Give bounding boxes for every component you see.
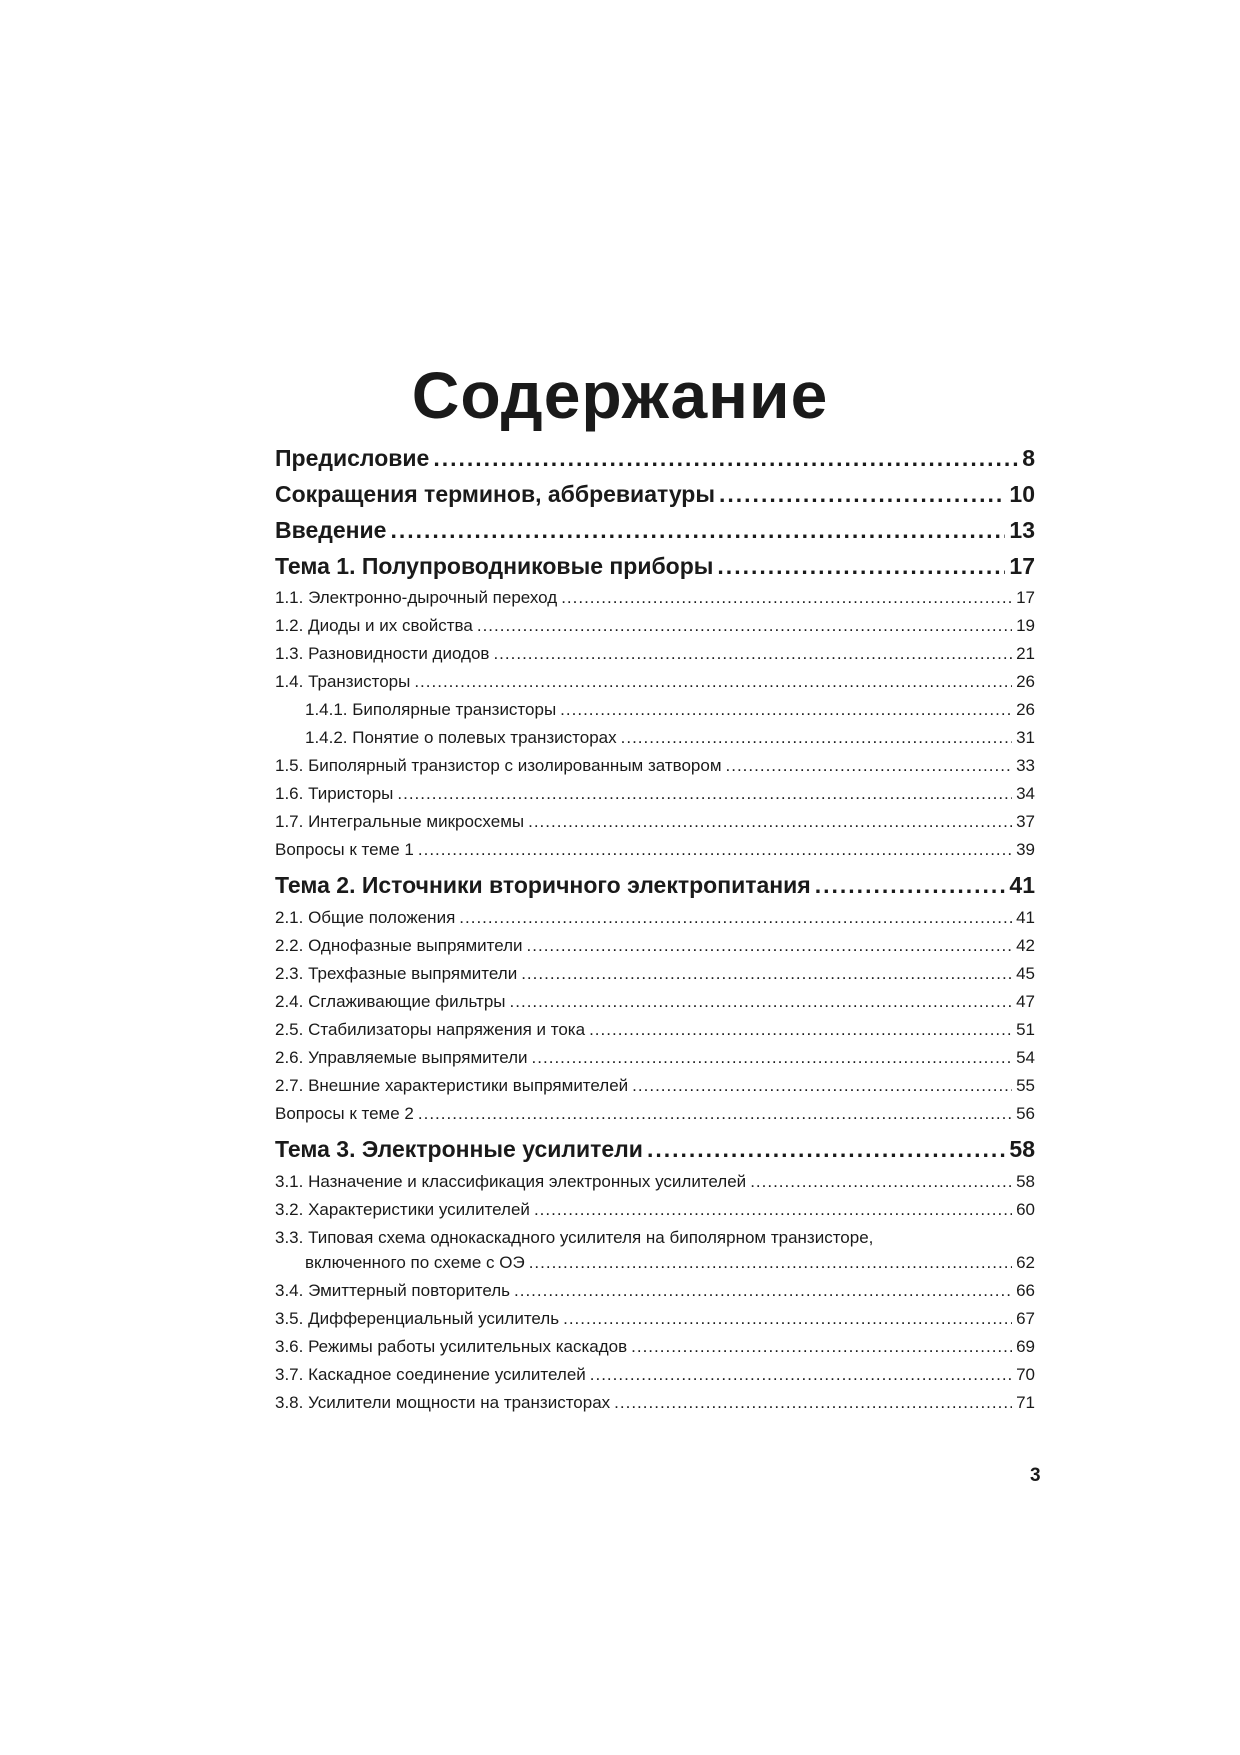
toc-entry-text: 1.4. Транзисторы [275,672,411,691]
toc-entry-text: Предисловие [275,445,430,471]
toc-entry[interactable] [275,672,1035,692]
dot-leader [750,1172,1012,1192]
dot-leader [418,840,1012,860]
dot-leader [477,616,1012,636]
toc-entry-topic-2[interactable] [275,872,1035,899]
toc-page-number: 8 [1022,445,1035,471]
toc-entry[interactable] [275,1200,1035,1220]
dot-leader [532,1048,1013,1068]
toc-entry-text: 3.7. Каскадное соединение усилителей [275,1365,586,1384]
toc-entry[interactable] [275,1337,1035,1357]
toc-page-number: 45 [1016,964,1035,983]
toc-page-number: 37 [1016,812,1035,831]
dot-leader [726,756,1013,776]
toc-page-number: 71 [1016,1393,1035,1412]
toc-entry-text: 2.3. Трехфазные выпрямители [275,964,518,983]
toc-page-number: 34 [1016,784,1035,803]
toc-page-number: 67 [1016,1309,1035,1328]
toc-entry-preface[interactable] [275,445,1035,472]
toc-entry[interactable] [275,992,1035,1012]
toc-entry[interactable] [275,644,1035,664]
toc-entry-text: 3.6. Режимы работы усилительных каскадов [275,1337,628,1356]
toc-entry-continuation[interactable] [275,1253,1035,1273]
toc-entry-questions[interactable] [275,840,1035,860]
dot-leader [621,728,1012,748]
toc-entry-topic-3[interactable] [275,1136,1035,1163]
toc-entry[interactable] [275,908,1035,928]
dot-leader [614,1393,1012,1413]
toc-entry-text: включенного по схеме с ОЭ [305,1253,525,1272]
dot-leader [510,992,1013,1012]
toc-entry-text: 1.2. Диоды и их свойства [275,616,473,635]
dot-leader [589,1020,1012,1040]
toc-page-number: 17 [1009,553,1035,579]
toc-entry[interactable] [275,784,1035,804]
toc-page-number: 41 [1016,908,1035,927]
toc-page-number: 33 [1016,756,1035,775]
toc-entry-text: 3.1. Назначение и классификация электронных усилителей [275,1172,747,1191]
toc-entry-text: 1.3. Разновидности диодов [275,644,490,663]
dot-leader [561,588,1012,608]
toc-page-number: 54 [1016,1048,1035,1067]
toc-page-number: 55 [1016,1076,1035,1095]
toc-entry[interactable] [275,1020,1035,1040]
dot-leader [560,700,1012,720]
dot-leader [632,1076,1012,1096]
toc-page-number: 70 [1016,1365,1035,1384]
toc-entry-text: 2.2. Однофазные выпрямители [275,936,523,955]
toc-entry-text: 1.4.2. Понятие о полевых транзисторах [305,728,617,747]
toc-page-number: 58 [1016,1172,1035,1191]
toc-entry-text: Введение [275,517,387,543]
toc-page-number: 42 [1016,936,1035,955]
toc-page-number: 19 [1016,616,1035,635]
toc-entry-first-line[interactable]: 3.3. Типовая схема однокаскадного усилителя на биполярном транзисторе, [275,1228,874,1247]
toc-page-number: 13 [1009,517,1035,543]
toc-entry[interactable] [275,1172,1035,1192]
toc-entry-sub[interactable] [275,700,1035,720]
toc-entry-text: Тема 3. Электронные усилители [275,1136,643,1162]
dot-leader [527,936,1013,956]
toc-entry-text: 3.2. Характеристики усилителей [275,1200,530,1219]
toc-entry-questions[interactable] [275,1104,1035,1124]
toc-page-number: 26 [1016,700,1035,719]
dot-leader [563,1309,1012,1329]
toc-entry[interactable] [275,936,1035,956]
toc-entry-text: 2.4. Сглаживающие фильтры [275,992,506,1011]
dot-leader [459,908,1012,928]
dot-leader [414,672,1012,692]
toc-page-number: 62 [1016,1253,1035,1272]
toc-entry-topic-1[interactable] [275,553,1035,580]
toc-entry[interactable] [275,616,1035,636]
toc-entry[interactable] [275,588,1035,608]
toc-page-number: 66 [1016,1281,1035,1300]
dot-leader [590,1365,1012,1385]
page-title: Содержание [411,358,829,433]
toc-entry[interactable] [275,1393,1035,1413]
toc-page-number: 39 [1016,840,1035,859]
toc-entry-text: 3.5. Дифференциальный усилитель [275,1309,560,1328]
toc-page-number: 41 [1009,872,1035,898]
dot-leader [647,1136,1005,1163]
toc-entry-abbreviations[interactable] [275,481,1035,508]
toc-page-number: 21 [1016,644,1035,663]
toc-entry-text: 1.6. Тиристоры [275,784,394,803]
toc-page-number: 69 [1016,1337,1035,1356]
toc-entry-text: 3.4. Эмиттерный повторитель [275,1281,510,1300]
toc-entry-text: 1.1. Электронно-дырочный переход [275,588,558,607]
toc-entry-text: 3.8. Усилители мощности на транзисторах [275,1393,611,1412]
toc-page-number: 31 [1016,728,1035,747]
toc-entry-text: 2.6. Управляемые выпрямители [275,1048,528,1067]
toc-entry-text: 1.4.1. Биполярные транзисторы [305,700,557,719]
toc-page-number: 60 [1016,1200,1035,1219]
toc-page-number: 58 [1009,1136,1035,1162]
toc-page-number: 10 [1009,481,1035,507]
toc-page-number: 56 [1016,1104,1035,1123]
dot-leader [717,553,1005,580]
dot-leader [514,1281,1012,1301]
toc-entry-text: 1.7. Интегральные микросхемы [275,812,525,831]
toc-entry[interactable] [275,1309,1035,1329]
toc-entry-text: 2.1. Общие положения [275,908,456,927]
dot-leader [390,517,1005,544]
dot-leader [528,812,1012,832]
dot-leader [521,964,1012,984]
toc-entry-text: Вопросы к теме 2 [275,1104,414,1123]
toc-entry-text: Сокращения терминов, аббревиатуры [275,481,715,507]
toc-page-number: 26 [1016,672,1035,691]
dot-leader [534,1200,1012,1220]
toc-page-number: 17 [1016,588,1035,607]
toc-entry[interactable] [275,1048,1035,1068]
toc-entry[interactable] [275,1076,1035,1096]
toc-entry-text: Вопросы к теме 1 [275,840,414,859]
page-number: 3 [1030,1465,1041,1486]
toc-entry[interactable] [275,812,1035,832]
toc-entry[interactable] [275,1365,1035,1385]
toc-page-number: 47 [1016,992,1035,1011]
toc-entry[interactable] [275,964,1035,984]
dot-leader [529,1253,1012,1273]
toc-entry-sub[interactable] [275,728,1035,748]
toc-entry-text: 2.5. Стабилизаторы напряжения и тока [275,1020,586,1039]
toc-entry-text: 2.7. Внешние характеристики выпрямителей [275,1076,629,1095]
toc-entry-text: Тема 2. Источники вторичного электропитания [275,872,811,898]
dot-leader [631,1337,1012,1357]
toc-entry-text: 1.5. Биполярный транзистор с изолированным затвором [275,756,722,775]
toc-entry-introduction[interactable] [275,517,1035,544]
toc-entry[interactable] [275,756,1035,776]
toc-entry[interactable] [275,1281,1035,1301]
dot-leader [397,784,1012,804]
dot-leader [719,481,1005,508]
dot-leader [815,872,1006,899]
toc-entry-text: Тема 1. Полупроводниковые приборы [275,553,714,579]
dot-leader [493,644,1012,664]
dot-leader [433,445,1018,472]
dot-leader [418,1104,1012,1124]
toc-page-number: 51 [1016,1020,1035,1039]
